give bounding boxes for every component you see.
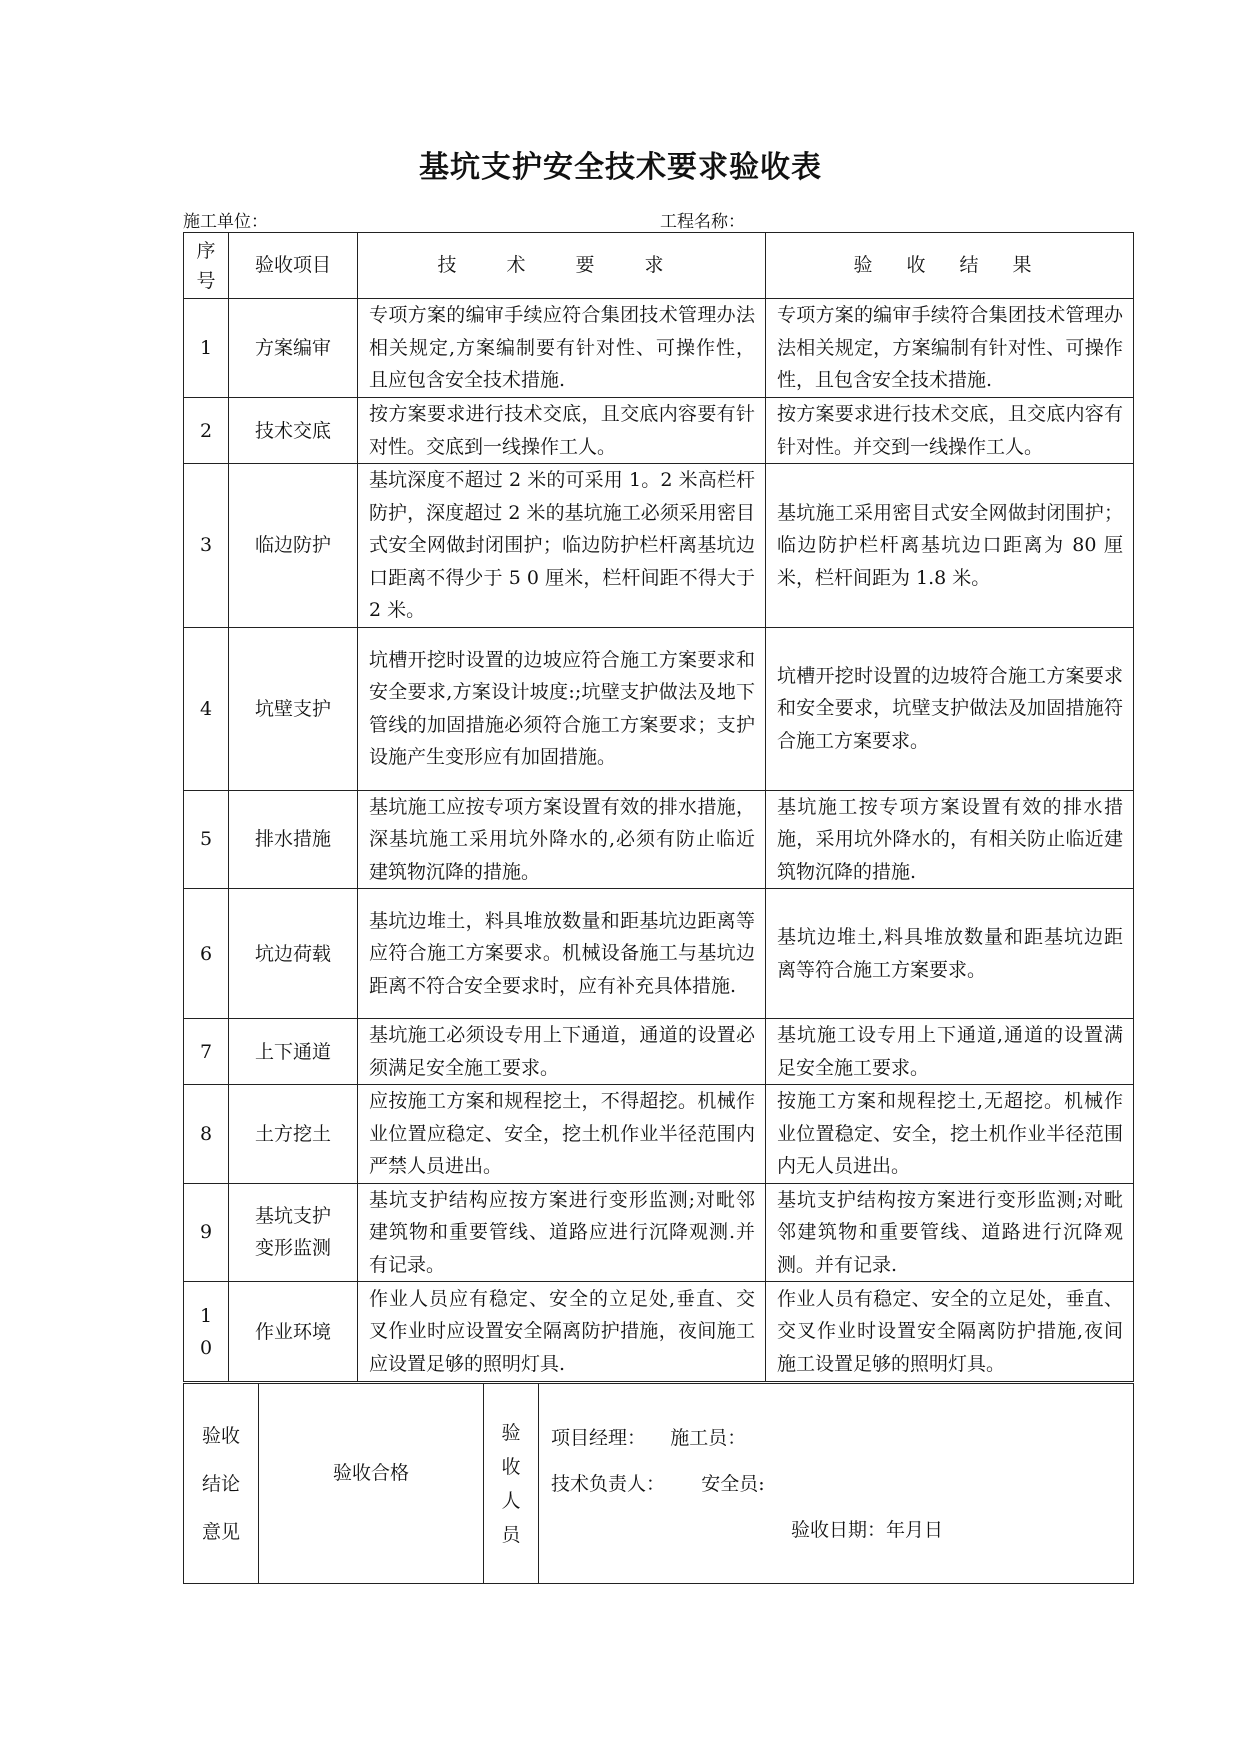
- row-no: 8: [184, 1085, 229, 1184]
- table-row: [184, 1183, 1134, 1282]
- header-item: 验收项目: [229, 233, 358, 299]
- acceptance-date: 验收日期：年月日: [790, 1518, 943, 1541]
- row-requirement: 应按施工方案和规程挖土，不得超挖。机械作业位置应稳定、安全，挖土机作业半径范围内严禁人员进出。: [358, 1085, 766, 1184]
- row-item: 方案编审: [229, 299, 358, 398]
- manager-label: 项目经理：: [551, 1426, 647, 1449]
- row-result: 专项方案的编审手续符合集团技术管理办法相关规定，方案编制有针对性、可操作性，且包含安全技术措施.: [766, 299, 1134, 398]
- row-no: 4: [184, 627, 229, 790]
- row-item: 作业环境: [229, 1282, 358, 1382]
- row-requirement: 基坑施工必须设专用上下通道，通道的设置必须满足安全施工要求。: [358, 1019, 766, 1085]
- row-no: 1: [184, 299, 229, 398]
- conclusion-value: 验收合格: [259, 1384, 484, 1584]
- header-no: 序号: [184, 233, 229, 299]
- construction-unit-label: 施工单位：: [183, 212, 268, 232]
- table-row: [184, 1085, 1134, 1184]
- acceptance-table: [183, 232, 1134, 1382]
- table-row: [184, 1019, 1134, 1085]
- row-result: 基坑边堆土,料具堆放数量和距基坑边距离等符合施工方案要求。: [766, 889, 1134, 1019]
- row-item: 基坑支护变形监测: [229, 1183, 358, 1282]
- row-no: 3: [184, 464, 229, 628]
- signatures: [539, 1384, 1134, 1584]
- tech-lead-label: 技术负责人：: [551, 1472, 666, 1495]
- constructor-label: 施工员：: [670, 1426, 747, 1449]
- row-no: 9: [184, 1183, 229, 1282]
- page-title: 基坑支护安全技术要求验收表: [419, 150, 822, 185]
- row-no: 7: [184, 1019, 229, 1085]
- row-result: 基坑施工采用密目式安全网做封闭围护；临边防护栏杆离基坑边口距离为 80 厘米，栏杆间距为 1.8 米。: [766, 464, 1134, 628]
- row-result: 基坑施工按专项方案设置有效的排水措施，采用坑外降水的，有相关防止临近建筑物沉降的措施.: [766, 790, 1134, 889]
- safety-label: 安全员:: [701, 1472, 765, 1495]
- row-item: 坑边荷载: [229, 889, 358, 1019]
- header-requirement: 技 术 要 求: [358, 233, 766, 299]
- table-row: [184, 1282, 1134, 1382]
- row-no: 2: [184, 398, 229, 464]
- table-row: [184, 299, 1134, 398]
- table-row: [184, 790, 1134, 889]
- row-result: 基坑支护结构按方案进行变形监测;对毗邻建筑物和重要管线、道路进行沉降观测。并有记录.: [766, 1183, 1134, 1282]
- row-item: 上下通道: [229, 1019, 358, 1085]
- header-result: 验 收 结 果: [766, 233, 1134, 299]
- project-name-label: 工程名称：: [660, 212, 745, 232]
- row-item: 临边防护: [229, 464, 358, 628]
- row-requirement: 专项方案的编审手续应符合集团技术管理办法相关规定,方案编制要有针对性、可操作性，且应包含安全技术措施.: [358, 299, 766, 398]
- row-requirement: 作业人员应有稳定、安全的立足处,垂直、交叉作业时应设置安全隔离防护措施，夜间施工应设置足够的照明灯具.: [358, 1282, 766, 1382]
- row-result: 坑槽开挖时设置的边坡符合施工方案要求和安全要求，坑壁支护做法及加固措施符合施工方案要求。: [766, 627, 1134, 790]
- row-requirement: 坑槽开挖时设置的边坡应符合施工方案要求和安全要求,方案设计坡度:;坑壁支护做法及地下管线的加固措施必须符合施工方案要求；支护设施产生变形应有加固措施。: [358, 627, 766, 790]
- table-row: [184, 889, 1134, 1019]
- row-result: 按方案要求进行技术交底，且交底内容有针对性。并交到一线操作工人。: [766, 398, 1134, 464]
- row-requirement: 基坑施工应按专项方案设置有效的排水措施，深基坑施工采用坑外降水的,必须有防止临近建筑物沉降的措施。: [358, 790, 766, 889]
- acceptance-footer-table: [183, 1383, 1134, 1584]
- row-item: 技术交底: [229, 398, 358, 464]
- row-no: 6: [184, 889, 229, 1019]
- row-requirement: 按方案要求进行技术交底，且交底内容要有针对性。交底到一线操作工人。: [358, 398, 766, 464]
- row-item: 排水措施: [229, 790, 358, 889]
- table-header-row: [184, 233, 1134, 299]
- table-row: [184, 464, 1134, 628]
- row-result: 基坑施工设专用上下通道,通道的设置满足安全施工要求。: [766, 1019, 1134, 1085]
- row-requirement: 基坑深度不超过 2 米的可采用 1。2 米高栏杆防护，深度超过 2 米的基坑施工必须采用密目式安全网做封闭围护；临边防护栏杆离基坑边口距离不得少于 5 0 厘米，栏杆间距不得大于 2 米。: [358, 464, 766, 628]
- table-row: [184, 627, 1134, 790]
- row-no: 10: [184, 1282, 229, 1382]
- row-item: 坑壁支护: [229, 627, 358, 790]
- row-no: 5: [184, 790, 229, 889]
- table-row: [184, 398, 1134, 464]
- staff-label: 验收人员: [484, 1384, 539, 1584]
- row-requirement: 基坑边堆土，料具堆放数量和距基坑边距离等应符合施工方案要求。机械设备施工与基坑边距离不符合安全要求时，应有补充具体措施.: [358, 889, 766, 1019]
- row-item: 土方挖土: [229, 1085, 358, 1184]
- row-result: 按施工方案和规程挖土,无超挖。机械作业位置稳定、安全，挖土机作业半径范围内无人员进出。: [766, 1085, 1134, 1184]
- row-requirement: 基坑支护结构应按方案进行变形监测;对毗邻建筑物和重要管线、道路应进行沉降观测.并有记录。: [358, 1183, 766, 1282]
- row-result: 作业人员有稳定、安全的立足处，垂直、交叉作业时设置安全隔离防护措施,夜间施工设置足够的照明灯具。: [766, 1282, 1134, 1382]
- conclusion-label: 验收结论意见: [184, 1384, 259, 1584]
